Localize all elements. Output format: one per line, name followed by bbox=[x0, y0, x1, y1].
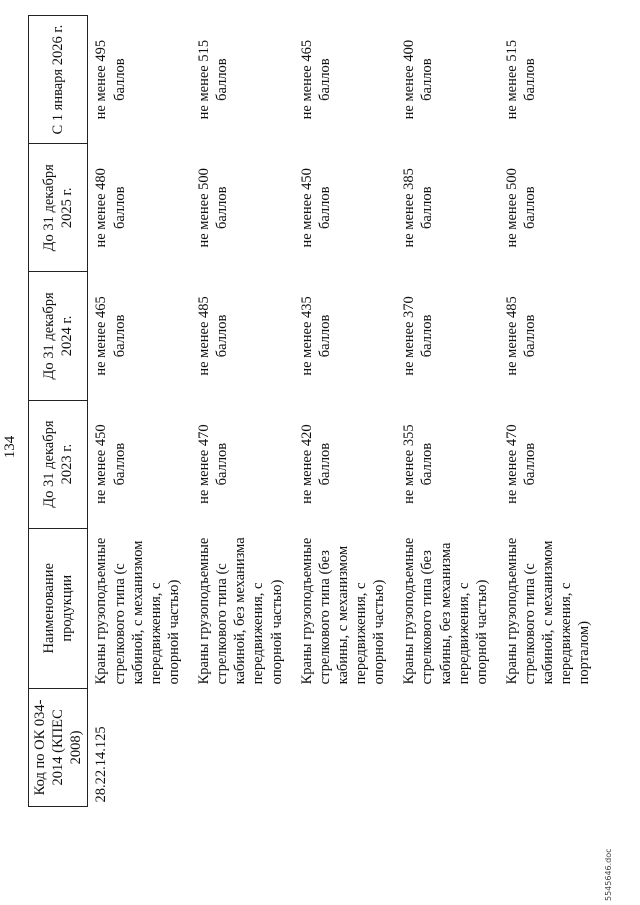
table-row bbox=[396, 16, 499, 807]
value-2026: не менее 515 баллов bbox=[196, 39, 231, 120]
value-2024: не менее 370 баллов bbox=[401, 296, 436, 376]
product-name: Краны грузоподъемные стрелкового типа (с кабиной, с механизмом передвижения, с порталом) bbox=[503, 537, 593, 685]
value-2026: не менее 495 баллов bbox=[93, 39, 128, 120]
value-2024: не менее 435 баллов bbox=[298, 296, 333, 376]
value-2026: не менее 465 баллов bbox=[298, 39, 333, 120]
value-2023: не менее 450 баллов bbox=[93, 424, 128, 504]
header-2025: До 31 декабря 2025 г. bbox=[29, 144, 88, 272]
value-2023: не менее 355 баллов bbox=[401, 424, 436, 504]
value-2024: не менее 465 баллов bbox=[93, 296, 128, 376]
value-2024: не менее 485 баллов bbox=[503, 296, 538, 376]
value-2026: не менее 400 баллов bbox=[401, 39, 436, 120]
page-number: 134 bbox=[2, 435, 18, 459]
table-row bbox=[294, 16, 397, 807]
product-name: Краны грузоподъемные стрелкового типа (с кабиной, с механизмом передвижения, с опорной частью) bbox=[93, 537, 182, 685]
value-2025: не менее 385 баллов bbox=[401, 168, 436, 248]
header-2024: До 31 декабря 2024 г. bbox=[29, 272, 88, 400]
footer-document-code: 5545646.doc bbox=[604, 848, 613, 901]
header-code: Код по ОК 034-2014 (КПЕС 2008) bbox=[29, 688, 88, 806]
value-2025: не менее 450 баллов bbox=[298, 168, 333, 248]
value-2023: не менее 420 баллов bbox=[298, 424, 333, 504]
value-2025: не менее 480 баллов bbox=[93, 168, 128, 248]
product-name: Краны грузоподъемные стрелкового типа (без кабины, без механизма передвижения, с опорной частью) bbox=[401, 537, 490, 685]
requirements-table bbox=[28, 15, 602, 807]
value-2025: не менее 500 баллов bbox=[196, 168, 231, 248]
product-name: Краны грузоподъемные стрелкового типа (без кабины, с механизмом передвижения, с опорной частью) bbox=[298, 537, 388, 685]
header-2023: До 31 декабря 2023 г. bbox=[29, 400, 88, 528]
table-row bbox=[191, 16, 294, 807]
product-code: 28.22.14.125 bbox=[93, 726, 110, 803]
value-2023: не менее 470 баллов bbox=[503, 424, 538, 504]
table-header-row bbox=[29, 16, 88, 807]
product-name: Краны грузоподъемные стрелкового типа (с кабиной, без механизма передвижения, с опорной частью) bbox=[196, 537, 285, 685]
value-2026: не менее 515 баллов bbox=[503, 39, 538, 120]
value-2024: не менее 485 баллов bbox=[196, 296, 231, 376]
value-2025: не менее 500 баллов bbox=[503, 168, 538, 248]
table-row bbox=[88, 16, 191, 807]
header-2026: С 1 января 2026 г. bbox=[29, 16, 88, 144]
table-row bbox=[499, 16, 602, 807]
value-2023: не менее 470 баллов bbox=[196, 424, 231, 504]
header-name: Наименование продукции bbox=[29, 528, 88, 688]
